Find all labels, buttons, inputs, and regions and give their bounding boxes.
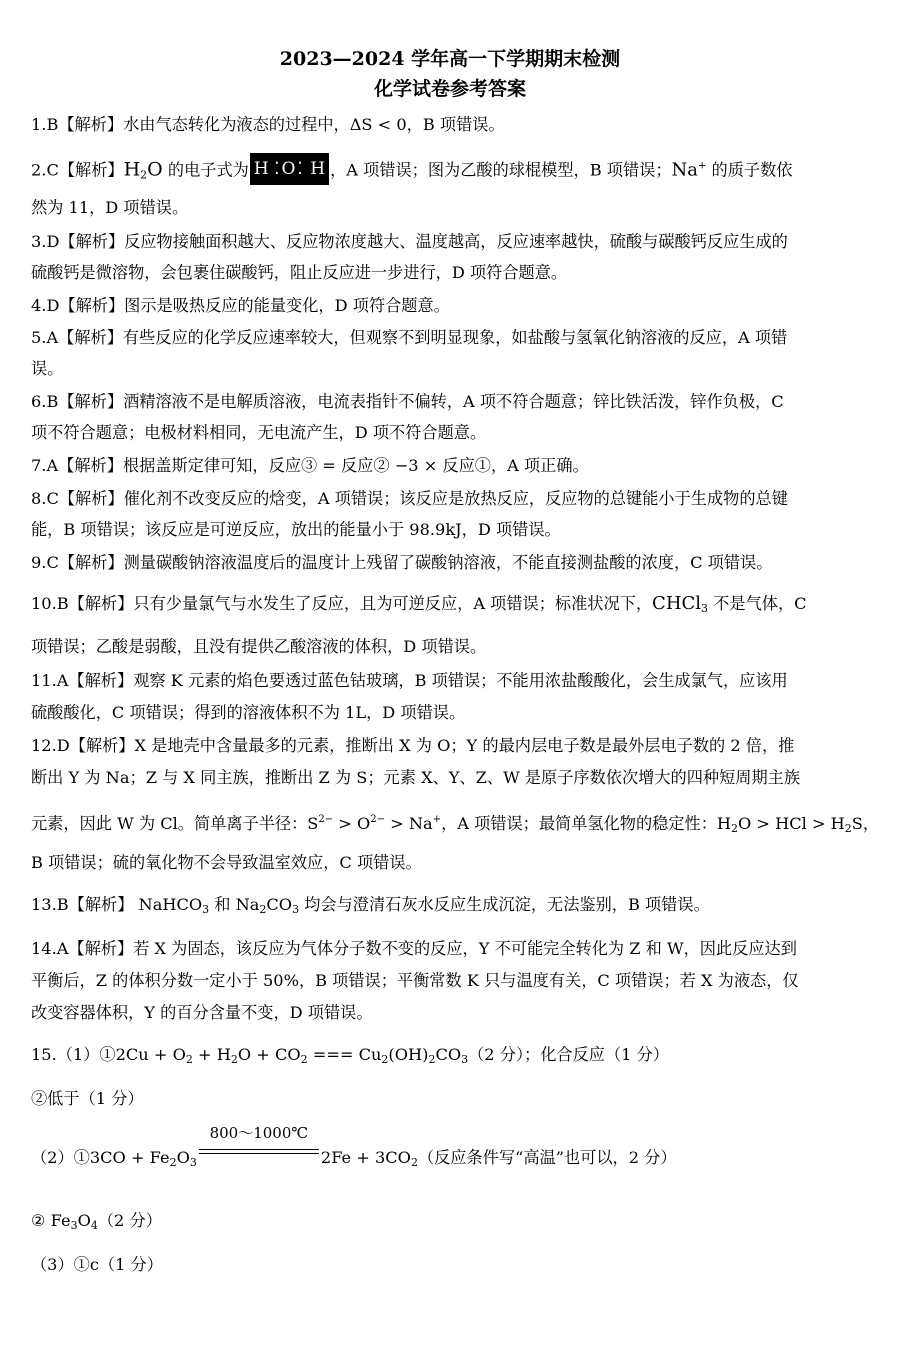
answer-8-line2: 能，B 项错误；该反应是可逆反应，放出的能量小于 98.9kJ，D 项错误。 [31,520,561,539]
answer-1: 1.B【解析】水由气态转化为液态的过程中，ΔS < 0，B 项错误。 [31,115,505,134]
answer-5-line1: 5.A【解析】有些反应的化学反应速率较大，但观察不到明显现象，如盐酸与氢氧化钠溶液的反应，A 项错 [31,328,788,347]
answer-12-line4: B 项错误；硫的氧化物不会导致温室效应，C 项错误。 [31,853,422,872]
answer-8-line1: 8.C【解析】催化剂不改变反应的焓变，A 项错误；该反应是放热反应，反应物的总键能小于生成物的总键 [31,489,788,508]
answer-15-1-2: ②低于（1 分） [31,1089,144,1108]
answer-2: 2.C【解析】H2O 的电子式为 H ⁚O⁚ H ，A 项错误；图为乙酸的球棍模型，B 项错误；Na+ 的质子数依 [31,155,876,187]
answer-14-line2: 平衡后，Z 的体积分数一定小于 50%，B 项错误；平衡常数 K 只与温度有关，C 项错误；若 X 为液态，仅 [31,971,799,990]
answer-11-line1: 11.A【解析】观察 K 元素的焰色要透过蓝色钴玻璃，B 项错误；不能用浓盐酸酸化，会生成氯气，应该用 [31,671,788,690]
answer-15-1-equation: 15.（1）①2Cu + O2 + H2O + CO2 === Cu2(OH)2CO3（2 分）；化合反应（1 分） [31,1045,669,1066]
page-subtitle: 化学试卷参考答案 [373,78,526,100]
answer-12-line3: 元素，因此 W 为 Cl。简单离子半径：$S^{2-} > O^{2-} > Na^+$，A 项错误；最简单氢化物的稳定性：H2O > HCl > H2S， [31,814,880,835]
answer-6-line2: 项不符合题意；电极材料相同，无电流产生，D 项不符合题意。 [31,423,487,442]
answer-3-line1: 3.D【解析】反应物接触面积越大、反应物浓度越大、温度越高，反应速率越快，硫酸与碳酸钙反应生成的 [31,232,788,251]
answer-12-line2: 断出 Y 为 Na；Z 与 X 同主族，推断出 Z 为 S；元素 X、Y、Z、W 是原子序数依次增大的四种短周期主族 [31,768,801,787]
answer-7: 7.A【解析】根据盖斯定律可知，反应③ = 反应② −3 × 反应①，A 项正确。 [31,456,589,475]
answer-6-line1: 6.B【解析】酒精溶液不是电解质溶液，电流表指针不偏转，A 项不符合题意；锌比铁活泼，锌作负极，C [31,392,784,411]
answer-5-line2: 误。 [31,359,64,378]
answer-4: 4.D【解析】图示是吸热反应的能量变化，D 项符合题意。 [31,296,450,315]
answer-14-line3: 改变容器体积，Y 的百分含量不变，D 项错误。 [31,1003,373,1022]
answer-15-3-1: （3）①c（1 分） [31,1255,163,1274]
answer-10-line2: 项错误；乙酸是弱酸，且没有提供乙酸溶液的体积，D 项错误。 [31,637,487,656]
answer-15-2-2: ② Fe3O4（2 分） [31,1211,162,1232]
answer-3-line2: 硫酸钙是微溶物，会包裹住碳酸钙，阻止反应进一步进行，D 项符合题意。 [31,263,568,282]
answer-2-cont: 然为 11，D 项错误。 [31,198,189,217]
answer-15-2-equation: （2）①3CO + Fe2O3 800～1000℃ 2Fe + 3CO2（反应条件写“高温”也可以，2 分） [31,1124,677,1169]
answer-13: 13.B【解析】 NaHCO3 和 Na2CO3 均会与澄清石灰水反应生成沉淀，无法鉴别，B 项错误。 [31,895,710,916]
page-title: 2023—2024 学年高一下学期期末检测 [279,48,621,70]
h2o-electron-formula: H ⁚O⁚ H [250,153,329,185]
answer-9: 9.C【解析】测量碳酸钠溶液温度后的温度计上残留了碳酸钠溶液，不能直接测盐酸的浓度，C 项错误。 [31,553,773,572]
reaction-condition-arrow: 800～1000℃ [199,1143,319,1163]
answer-12-line1: 12.D【解析】X 是地壳中含量最多的元素，推断出 X 为 O；Y 的最内层电子数是最外层电子数的 2 倍，推 [31,736,795,755]
answer-14-line1: 14.A【解析】若 X 为固态，该反应为气体分子数不变的反应，Y 不可能完全转化为 Z 和 W，因此反应达到 [31,939,797,958]
answer-11-line2: 硫酸酸化，C 项错误；得到的溶液体积不为 1L，D 项错误。 [31,703,466,722]
answer-10-line1: 10.B【解析】只有少量氯气与水发生了反应，且为可逆反应，A 项错误；标准状况下，CHCl3 不是气体，C [31,593,807,615]
